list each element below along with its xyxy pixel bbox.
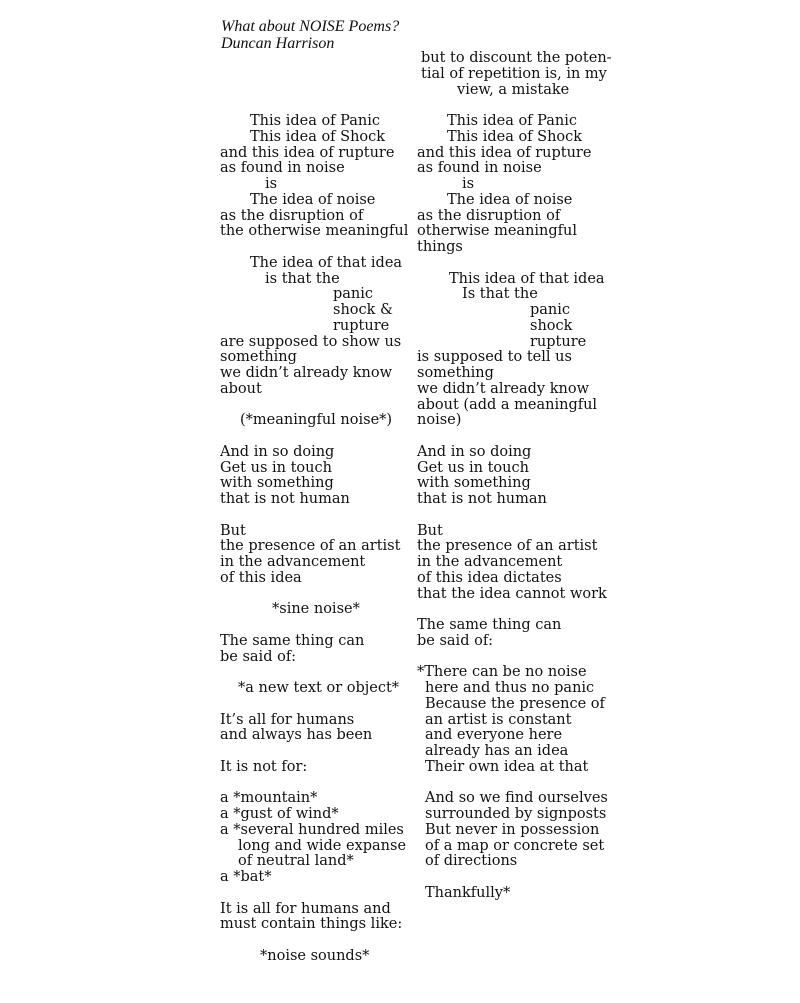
poem-line: And so we find ourselves <box>425 790 608 807</box>
poem-line: that is not human <box>220 491 350 507</box>
poem-line: as found in noise <box>417 160 542 177</box>
poem-line: of neutral land* <box>238 853 354 870</box>
poem-line: be said of: <box>220 648 297 665</box>
poem-line: and this idea of rupture <box>220 144 395 161</box>
poem-line: of this idea dictates <box>417 569 562 586</box>
poem-line: here and thus no panic <box>425 680 595 696</box>
poem-line: The same thing can <box>220 632 365 649</box>
poem-line: rupture <box>333 317 390 334</box>
poem-line: we didn’t already know <box>220 365 392 381</box>
poem-title: What about NOISE Poems? <box>221 18 400 35</box>
poem-line: must contain things like: <box>220 916 403 933</box>
poem-line: Get us in touch <box>220 459 332 476</box>
poem-line: Get us in touch <box>417 459 529 476</box>
poem-line: This idea of Panic <box>250 113 381 129</box>
poem-line: view, a mistake <box>457 81 570 98</box>
poem-line: with something <box>220 475 334 492</box>
poem-line: with something <box>417 475 531 492</box>
poem-line: otherwise meaningful <box>417 223 578 240</box>
poem-line: long and wide expanse <box>238 837 407 854</box>
poem-line: and this idea of rupture <box>417 144 592 161</box>
poem-line: *noise sounds* <box>260 947 370 964</box>
poem-line: It’s all for humans <box>220 711 355 728</box>
poem-line: as the disruption of <box>220 207 364 224</box>
poem-line: This idea of that idea <box>449 270 605 287</box>
poem-line: It is not for: <box>220 758 308 775</box>
poem-line: in the advancement <box>417 554 563 570</box>
poem-line: as the disruption of <box>417 207 561 224</box>
poem-line: the presence of an artist <box>220 538 401 555</box>
poem-line: we didn’t already know <box>417 380 589 397</box>
poem-line: This idea of Panic <box>447 113 578 129</box>
poem-line: a *several hundred miles <box>220 821 404 838</box>
poem-author: Duncan Harrison <box>221 35 335 52</box>
poem-line: a *gust of wind* <box>220 806 339 822</box>
poem-line: shock & <box>333 302 393 318</box>
poem-line: something <box>220 349 297 366</box>
poem-line: and everyone here <box>425 727 563 744</box>
poem-line: *There can be no noise <box>417 664 587 681</box>
poem-line: that the idea cannot work <box>417 585 607 602</box>
poem-line: Thankfully* <box>425 884 511 901</box>
poem-line: is supposed to tell us <box>417 349 572 366</box>
poem-line: of a map or concrete set <box>425 837 605 854</box>
poem-line: a *bat* <box>220 869 272 885</box>
poem-line: surrounded by signposts <box>425 806 607 822</box>
poem-line: But <box>220 522 246 539</box>
poem-line: The idea of that idea <box>250 254 403 271</box>
poem-line: And in so doing <box>220 443 335 460</box>
poem-line: of directions <box>425 853 518 870</box>
poem-line: things <box>417 239 463 255</box>
poem-line: are supposed to show us <box>220 333 402 350</box>
poem-line: about (add a meaningful <box>417 396 598 413</box>
poem-line: is <box>462 176 475 192</box>
poem-line: *a new text or object* <box>238 680 400 696</box>
poem-line: the otherwise meaningful <box>220 223 409 240</box>
poem-line: as found in noise <box>220 160 345 177</box>
poem-line: panic <box>530 302 571 318</box>
poem-line: be said of: <box>417 632 494 649</box>
poem-line: and always has been <box>220 727 373 744</box>
poem-line: But never in possession <box>425 821 600 838</box>
poem-line: the presence of an artist <box>417 538 598 555</box>
poem-line: about <box>220 380 262 397</box>
poem-line: tial of repetition is, in my <box>421 65 607 82</box>
poem-line: The idea of noise <box>447 191 573 208</box>
poem-line: Is that the <box>462 286 538 303</box>
poem-line: rupture <box>530 333 587 350</box>
poem-line: in the advancement <box>220 554 366 570</box>
poem-line: And in so doing <box>417 443 532 460</box>
poem-line: But <box>417 522 443 539</box>
poem-line: This idea of Shock <box>447 128 583 145</box>
poem-line: that is not human <box>417 491 547 507</box>
poem-line: of this idea <box>220 569 302 586</box>
poem-line: a *mountain* <box>220 790 318 807</box>
poem-line: shock <box>530 317 573 334</box>
poem-line: is <box>265 176 278 192</box>
poem-line: noise) <box>417 412 462 429</box>
poem-line: something <box>417 365 494 381</box>
poem-line: Because the presence of <box>425 695 605 712</box>
poem-line: but to discount the poten- <box>421 50 612 66</box>
poem-line: already has an idea <box>425 743 569 759</box>
poem-line: The same thing can <box>417 617 562 633</box>
poem-line: *sine noise* <box>272 601 360 618</box>
poem-line: (*meaningful noise*) <box>240 412 393 429</box>
poem-line: an artist is constant <box>425 711 572 728</box>
poem-line: Their own idea at that <box>425 758 589 775</box>
poem-line: panic <box>333 286 374 303</box>
poem-line: It is all for humans and <box>220 900 391 917</box>
poem-line: The idea of noise <box>250 191 376 208</box>
poem-line: This idea of Shock <box>250 128 386 145</box>
poem-line: is that the <box>265 270 340 287</box>
